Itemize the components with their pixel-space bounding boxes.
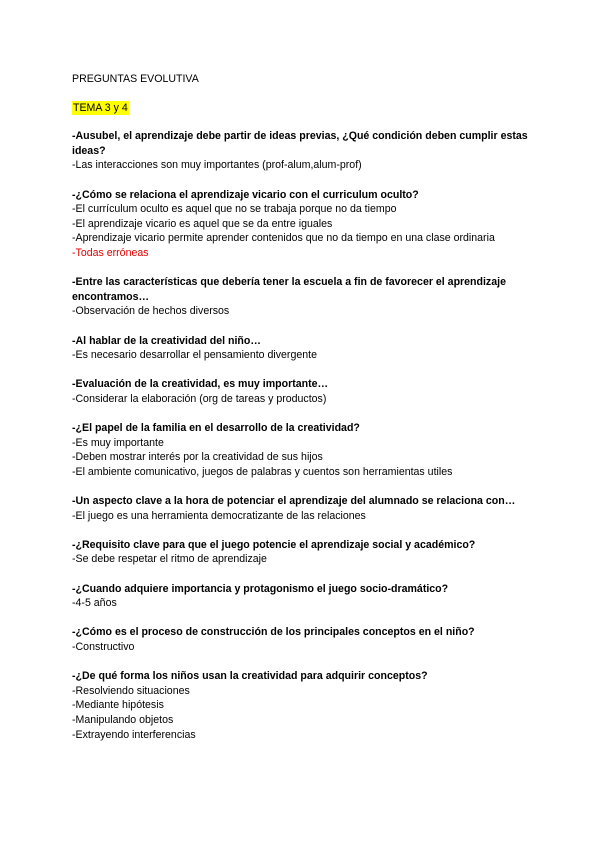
answer: -Resolviendo situaciones <box>72 684 190 697</box>
document-title: PREGUNTAS EVOLUTIVA <box>72 73 199 85</box>
qa-item <box>72 421 542 479</box>
answer: -Deben mostrar interés por la creatividad de sus hijos <box>72 451 323 464</box>
answer: -Constructivo <box>72 640 135 653</box>
answer: -El juego es una herramienta democratizante de las relaciones <box>72 509 366 522</box>
qa-item <box>72 582 542 611</box>
qa-item <box>72 669 542 742</box>
qa-item <box>72 377 542 406</box>
answer: -Observación de hechos diversos <box>72 305 230 318</box>
answer: -Es necesario desarrollar el pensamiento divergente <box>72 349 317 362</box>
answer: -Las interacciones son muy importantes (prof-alum,alum-prof) <box>72 159 362 172</box>
question: -Ausubel, el aprendizaje debe partir de ideas previas, ¿Qué condición deben cumplir estas ideas? <box>72 130 528 157</box>
answer: -El aprendizaje vicario es aquel que se da entre iguales <box>72 217 333 230</box>
question: -Entre las características que debería tener la escuela a fin de favorecer el aprendizaje encontramos… <box>72 276 506 303</box>
answer: -El currículum oculto es aquel que no se trabaja porque no da tiempo <box>72 203 397 216</box>
question: -Al hablar de la creatividad del niño… <box>72 334 261 347</box>
answer: -Aprendizaje vicario permite aprender contenidos que no da tiempo en una clase ordinaria <box>72 232 495 245</box>
answer-highlighted: -Todas erróneas <box>72 246 149 259</box>
qa-item <box>72 494 542 523</box>
answer: -El ambiente comunicativo, juegos de palabras y cuentos son herramientas utiles <box>72 465 453 478</box>
question: -¿Cómo se relaciona el aprendizaje vicario con el curriculum oculto? <box>72 188 419 201</box>
question: -Un aspecto clave a la hora de potenciar el aprendizaje del alumnado se relaciona con… <box>72 495 516 508</box>
question: -Evaluación de la creatividad, es muy importante… <box>72 378 329 391</box>
answer: -4-5 años <box>72 597 117 610</box>
answer: -Extrayendo interferencias <box>72 728 196 741</box>
question: -¿Cómo es el proceso de construcción de los principales conceptos en el niño? <box>72 626 475 639</box>
document-body <box>72 72 542 757</box>
section-heading: TEMA 3 y 4 <box>73 101 128 114</box>
qa-item <box>72 129 542 173</box>
question: -¿Requisito clave para que el juego potencie el aprendizaje social y académico? <box>72 538 476 551</box>
qa-item <box>72 188 542 261</box>
answer: -Manipulando objetos <box>72 713 174 726</box>
question: -¿Cuando adquiere importancia y protagonismo el juego socio-dramático? <box>72 582 449 595</box>
answer: -Mediante hipótesis <box>72 699 164 712</box>
question: -¿De qué forma los niños usan la creatividad para adquirir conceptos? <box>72 670 428 683</box>
qa-item <box>72 625 542 654</box>
answer: -Es muy importante <box>72 436 164 449</box>
qa-item <box>72 275 542 319</box>
qa-item <box>72 538 542 567</box>
answer: -Se debe respetar el ritmo de aprendizaje <box>72 553 267 566</box>
question: -¿El papel de la familia en el desarrollo de la creatividad? <box>72 422 360 435</box>
qa-item <box>72 334 542 363</box>
answer: -Considerar la elaboración (org de tareas y productos) <box>72 392 327 405</box>
